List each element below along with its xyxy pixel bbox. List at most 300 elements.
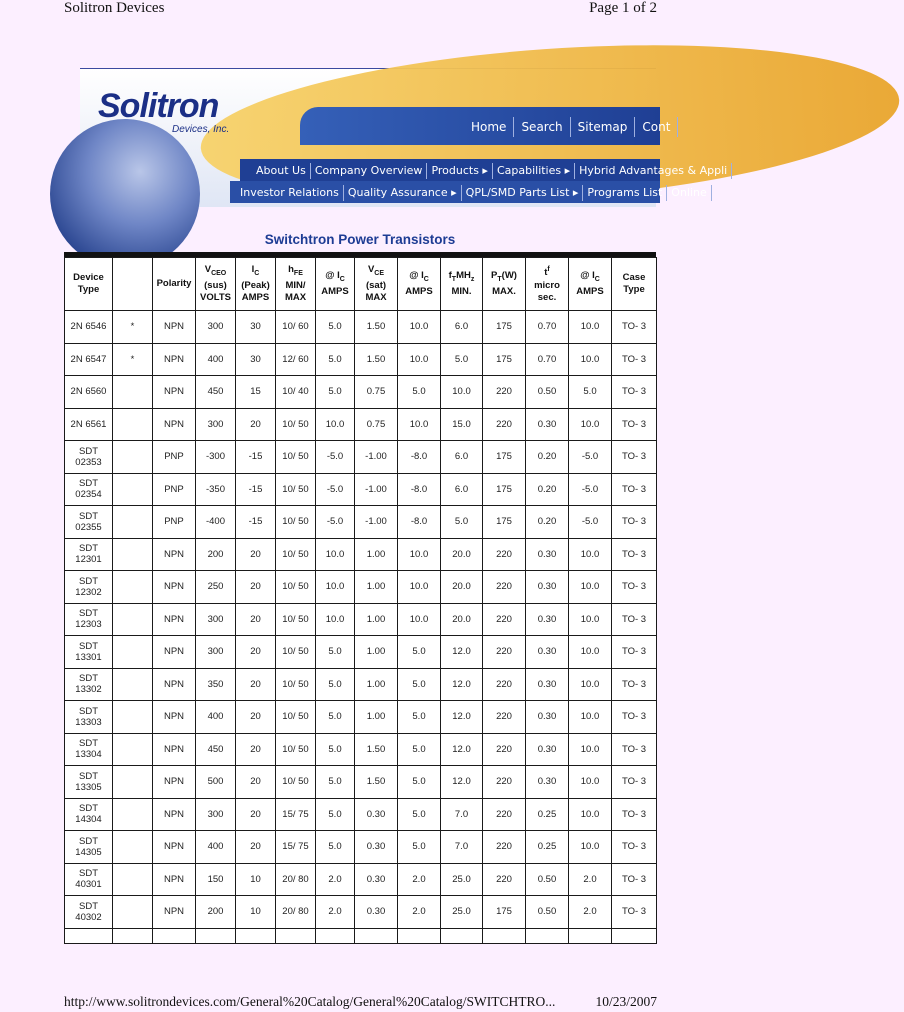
cell-vce: 1.00 bbox=[355, 538, 398, 571]
cell-tf: 0.30 bbox=[526, 668, 569, 701]
cell-empty bbox=[276, 928, 316, 943]
cell-tf: 0.50 bbox=[526, 863, 569, 896]
cell-pt: 220 bbox=[483, 636, 526, 669]
cell-hfe: 10/ 50 bbox=[276, 668, 316, 701]
cell-vceo: 500 bbox=[196, 766, 236, 799]
cell-case: TO- 3 bbox=[612, 668, 657, 701]
cell-tf: 0.70 bbox=[526, 343, 569, 376]
cell-star bbox=[113, 766, 153, 799]
col-hfe: $h_{FE}$ MIN/ MAX bbox=[276, 258, 316, 311]
cell-tf: 0.50 bbox=[526, 376, 569, 409]
cell-vceo: 300 bbox=[196, 408, 236, 441]
cell-pt: 220 bbox=[483, 863, 526, 896]
cell-case: TO- 3 bbox=[612, 408, 657, 441]
cell-hfe: 10/ 40 bbox=[276, 376, 316, 409]
cell-at_ic2: 10.0 bbox=[398, 538, 441, 571]
nav-products[interactable]: Products ▸ bbox=[427, 163, 493, 179]
table-row bbox=[65, 506, 657, 539]
cell-at_ic: 5.0 bbox=[316, 766, 355, 799]
cell-empty bbox=[398, 928, 441, 943]
cell-vce: -1.00 bbox=[355, 506, 398, 539]
nav-hybrid-advantages[interactable]: Hybrid Advantages & Appli bbox=[575, 163, 732, 179]
cell-hfe: 10/ 50 bbox=[276, 408, 316, 441]
cell-tf: 0.20 bbox=[526, 506, 569, 539]
cell-device: SDT 40301 bbox=[65, 863, 113, 896]
cell-hfe: 10/ 50 bbox=[276, 701, 316, 734]
cell-ft: 15.0 bbox=[441, 408, 483, 441]
cell-at_ic2: 10.0 bbox=[398, 603, 441, 636]
cell-polarity: NPN bbox=[153, 733, 196, 766]
cell-ft: 5.0 bbox=[441, 506, 483, 539]
table-row bbox=[65, 473, 657, 506]
cell-empty bbox=[316, 928, 355, 943]
col-ft: $f_TMH_z$ MIN. bbox=[441, 258, 483, 311]
table-row bbox=[65, 571, 657, 604]
cell-case: TO- 3 bbox=[612, 733, 657, 766]
cell-vceo: 250 bbox=[196, 571, 236, 604]
cell-at_ic2: 5.0 bbox=[398, 831, 441, 864]
cell-case: TO- 3 bbox=[612, 701, 657, 734]
table-row bbox=[65, 766, 657, 799]
cell-at_ic3: 10.0 bbox=[569, 831, 612, 864]
cell-tf: 0.30 bbox=[526, 538, 569, 571]
cell-ft: 20.0 bbox=[441, 571, 483, 604]
cell-ft: 20.0 bbox=[441, 603, 483, 636]
table-row bbox=[65, 798, 657, 831]
cell-ft: 25.0 bbox=[441, 896, 483, 929]
cell-star: * bbox=[113, 311, 153, 344]
table-row bbox=[65, 831, 657, 864]
cell-hfe: 10/ 50 bbox=[276, 733, 316, 766]
cell-case: TO- 3 bbox=[612, 831, 657, 864]
cell-vceo: 200 bbox=[196, 538, 236, 571]
cell-pt: 175 bbox=[483, 896, 526, 929]
cell-device: SDT 13302 bbox=[65, 668, 113, 701]
cell-polarity: PNP bbox=[153, 506, 196, 539]
cell-hfe: 10/ 50 bbox=[276, 506, 316, 539]
cell-star bbox=[113, 441, 153, 474]
cell-case: TO- 3 bbox=[612, 798, 657, 831]
cell-vce: 0.30 bbox=[355, 863, 398, 896]
cell-vceo: 200 bbox=[196, 896, 236, 929]
cell-at_ic: 5.0 bbox=[316, 701, 355, 734]
cell-polarity: NPN bbox=[153, 798, 196, 831]
cell-ft: 20.0 bbox=[441, 538, 483, 571]
cell-ic: 30 bbox=[236, 311, 276, 344]
cell-empty bbox=[569, 928, 612, 943]
cell-ic: 20 bbox=[236, 408, 276, 441]
cell-device: 2N 6546 bbox=[65, 311, 113, 344]
cell-vce: 1.50 bbox=[355, 766, 398, 799]
table-row bbox=[65, 343, 657, 376]
cell-ft: 25.0 bbox=[441, 863, 483, 896]
cell-at_ic3: 10.0 bbox=[569, 636, 612, 669]
cell-star bbox=[113, 733, 153, 766]
cell-at_ic: 10.0 bbox=[316, 571, 355, 604]
cell-polarity: NPN bbox=[153, 376, 196, 409]
cell-at_ic: 2.0 bbox=[316, 863, 355, 896]
cell-ft: 10.0 bbox=[441, 376, 483, 409]
cell-at_ic2: -8.0 bbox=[398, 473, 441, 506]
cell-case: TO- 3 bbox=[612, 473, 657, 506]
cell-polarity: NPN bbox=[153, 831, 196, 864]
cell-empty bbox=[483, 928, 526, 943]
cell-device: SDT 12303 bbox=[65, 603, 113, 636]
cell-case: TO- 3 bbox=[612, 636, 657, 669]
cell-at_ic3: -5.0 bbox=[569, 441, 612, 474]
print-header-title: Solitron Devices bbox=[64, 0, 165, 16]
cell-at_ic: 5.0 bbox=[316, 798, 355, 831]
cell-ic: 10 bbox=[236, 863, 276, 896]
cell-at_ic: 2.0 bbox=[316, 896, 355, 929]
cell-ft: 7.0 bbox=[441, 831, 483, 864]
col-tf: $t^f$ micro sec. bbox=[526, 258, 569, 311]
cell-device: SDT 13305 bbox=[65, 766, 113, 799]
cell-pt: 220 bbox=[483, 408, 526, 441]
cell-tf: 0.25 bbox=[526, 831, 569, 864]
cell-ft: 6.0 bbox=[441, 473, 483, 506]
cell-vce: 1.00 bbox=[355, 603, 398, 636]
cell-at_ic3: 2.0 bbox=[569, 896, 612, 929]
cell-at_ic: 10.0 bbox=[316, 408, 355, 441]
cell-device: SDT 02353 bbox=[65, 441, 113, 474]
cell-case: TO- 3 bbox=[612, 506, 657, 539]
cell-at_ic3: 10.0 bbox=[569, 668, 612, 701]
cell-ft: 6.0 bbox=[441, 311, 483, 344]
cell-at_ic2: 5.0 bbox=[398, 668, 441, 701]
cell-pt: 175 bbox=[483, 473, 526, 506]
table-row bbox=[65, 376, 657, 409]
cell-ic: 20 bbox=[236, 668, 276, 701]
cell-star bbox=[113, 863, 153, 896]
cell-pt: 220 bbox=[483, 376, 526, 409]
cell-empty bbox=[355, 928, 398, 943]
cell-device: SDT 13303 bbox=[65, 701, 113, 734]
cell-tf: 0.30 bbox=[526, 571, 569, 604]
col-case-type: Case Type bbox=[612, 258, 657, 311]
col-vce-sat: $V_{CE}$ (sat) MAX bbox=[355, 258, 398, 311]
cell-at_ic3: 10.0 bbox=[569, 733, 612, 766]
cell-star bbox=[113, 831, 153, 864]
cell-case: TO- 3 bbox=[612, 343, 657, 376]
cell-ft: 12.0 bbox=[441, 733, 483, 766]
cell-hfe: 10/ 50 bbox=[276, 571, 316, 604]
cell-tf: 0.30 bbox=[526, 603, 569, 636]
table-row-empty bbox=[65, 928, 657, 943]
cell-hfe: 20/ 80 bbox=[276, 896, 316, 929]
cell-star bbox=[113, 571, 153, 604]
nav-quality-assurance[interactable]: Quality Assurance ▸ bbox=[344, 185, 462, 201]
nav-online[interactable]: Online bbox=[667, 185, 711, 201]
nav-programs-list[interactable]: Programs List bbox=[583, 185, 667, 201]
cell-hfe: 10/ 50 bbox=[276, 766, 316, 799]
company-logo[interactable]: Solitron bbox=[98, 87, 219, 125]
nav-sitemap[interactable]: Sitemap bbox=[571, 117, 636, 137]
cell-tf: 0.30 bbox=[526, 766, 569, 799]
cell-empty bbox=[236, 928, 276, 943]
cell-tf: 0.20 bbox=[526, 441, 569, 474]
cell-case: TO- 3 bbox=[612, 441, 657, 474]
transistor-table-wrap bbox=[64, 252, 656, 944]
cell-vce: 1.00 bbox=[355, 636, 398, 669]
cell-at_ic: 10.0 bbox=[316, 603, 355, 636]
col-at-ic-2: @ $I_C$ AMPS bbox=[398, 258, 441, 311]
cell-at_ic2: 10.0 bbox=[398, 311, 441, 344]
cell-empty bbox=[196, 928, 236, 943]
nav-search[interactable]: Search bbox=[514, 117, 570, 137]
cell-case: TO- 3 bbox=[612, 766, 657, 799]
cell-hfe: 10/ 50 bbox=[276, 441, 316, 474]
col-device-type: Device Type bbox=[65, 258, 113, 311]
table-row bbox=[65, 701, 657, 734]
cell-polarity: NPN bbox=[153, 571, 196, 604]
cell-tf: 0.50 bbox=[526, 896, 569, 929]
table-row bbox=[65, 441, 657, 474]
cell-ft: 12.0 bbox=[441, 636, 483, 669]
cell-at_ic3: 10.0 bbox=[569, 408, 612, 441]
cell-ft: 12.0 bbox=[441, 766, 483, 799]
cell-at_ic3: 10.0 bbox=[569, 311, 612, 344]
table-row bbox=[65, 896, 657, 929]
cell-ic: 30 bbox=[236, 343, 276, 376]
cell-ic: -15 bbox=[236, 441, 276, 474]
cell-ic: 20 bbox=[236, 538, 276, 571]
cell-tf: 0.30 bbox=[526, 636, 569, 669]
cell-hfe: 10/ 60 bbox=[276, 311, 316, 344]
cell-at_ic: -5.0 bbox=[316, 506, 355, 539]
cell-at_ic: 5.0 bbox=[316, 636, 355, 669]
cell-ic: -15 bbox=[236, 506, 276, 539]
cell-ft: 5.0 bbox=[441, 343, 483, 376]
table-body bbox=[65, 311, 657, 944]
top-nav bbox=[464, 117, 678, 137]
cell-device: SDT 12302 bbox=[65, 571, 113, 604]
cell-pt: 175 bbox=[483, 441, 526, 474]
cell-vce: 1.00 bbox=[355, 571, 398, 604]
cell-hfe: 10/ 50 bbox=[276, 603, 316, 636]
nav-qpl-smd-parts[interactable]: QPL/SMD Parts List ▸ bbox=[462, 185, 584, 201]
cell-at_ic: 5.0 bbox=[316, 311, 355, 344]
cell-at_ic3: 10.0 bbox=[569, 798, 612, 831]
table-row bbox=[65, 733, 657, 766]
cell-polarity: NPN bbox=[153, 766, 196, 799]
cell-at_ic2: 10.0 bbox=[398, 408, 441, 441]
cell-vceo: 400 bbox=[196, 831, 236, 864]
cell-ft: 12.0 bbox=[441, 668, 483, 701]
cell-star: * bbox=[113, 343, 153, 376]
cell-vceo: 150 bbox=[196, 863, 236, 896]
cell-polarity: NPN bbox=[153, 863, 196, 896]
cell-polarity: NPN bbox=[153, 538, 196, 571]
cell-tf: 0.70 bbox=[526, 311, 569, 344]
cell-at_ic2: -8.0 bbox=[398, 441, 441, 474]
cell-device: SDT 13301 bbox=[65, 636, 113, 669]
cell-vce: -1.00 bbox=[355, 441, 398, 474]
cell-polarity: PNP bbox=[153, 441, 196, 474]
site-banner bbox=[80, 68, 728, 207]
cell-star bbox=[113, 473, 153, 506]
print-footer-date: 10/23/2007 bbox=[595, 994, 657, 1009]
cell-ic: 20 bbox=[236, 701, 276, 734]
cell-at_ic3: -5.0 bbox=[569, 506, 612, 539]
cell-at_ic: -5.0 bbox=[316, 473, 355, 506]
cell-ic: 20 bbox=[236, 798, 276, 831]
cell-empty bbox=[526, 928, 569, 943]
cell-pt: 220 bbox=[483, 766, 526, 799]
cell-star bbox=[113, 603, 153, 636]
cell-case: TO- 3 bbox=[612, 571, 657, 604]
cell-ic: 20 bbox=[236, 766, 276, 799]
cell-star bbox=[113, 668, 153, 701]
cell-polarity: NPN bbox=[153, 636, 196, 669]
cell-vce: 1.50 bbox=[355, 311, 398, 344]
cell-at_ic2: 10.0 bbox=[398, 571, 441, 604]
cell-hfe: 15/ 75 bbox=[276, 798, 316, 831]
cell-pt: 175 bbox=[483, 506, 526, 539]
cell-vce: -1.00 bbox=[355, 473, 398, 506]
table-row bbox=[65, 311, 657, 344]
cell-vceo: 450 bbox=[196, 376, 236, 409]
cell-device: 2N 6561 bbox=[65, 408, 113, 441]
cell-at_ic2: 5.0 bbox=[398, 798, 441, 831]
cell-polarity: NPN bbox=[153, 343, 196, 376]
cell-at_ic3: 2.0 bbox=[569, 863, 612, 896]
cell-hfe: 10/ 50 bbox=[276, 473, 316, 506]
cell-vceo: 300 bbox=[196, 311, 236, 344]
cell-ft: 6.0 bbox=[441, 441, 483, 474]
nav-investor-relations[interactable]: Investor Relations bbox=[236, 185, 344, 201]
cell-at_ic: 5.0 bbox=[316, 376, 355, 409]
cell-tf: 0.30 bbox=[526, 701, 569, 734]
cell-pt: 220 bbox=[483, 668, 526, 701]
nav-row-3 bbox=[236, 185, 712, 201]
cell-at_ic3: 10.0 bbox=[569, 701, 612, 734]
cell-at_ic3: -5.0 bbox=[569, 473, 612, 506]
cell-vce: 1.50 bbox=[355, 343, 398, 376]
nav-capabilities[interactable]: Capabilities ▸ bbox=[493, 163, 575, 179]
col-ic-peak: $I_C$ (Peak) AMPS bbox=[236, 258, 276, 311]
cell-device: SDT 02354 bbox=[65, 473, 113, 506]
cell-case: TO- 3 bbox=[612, 896, 657, 929]
table-row bbox=[65, 603, 657, 636]
cell-star bbox=[113, 376, 153, 409]
cell-vce: 1.50 bbox=[355, 733, 398, 766]
company-logo-sub: Devices, Inc. bbox=[172, 124, 230, 135]
cell-star bbox=[113, 506, 153, 539]
cell-at_ic3: 5.0 bbox=[569, 376, 612, 409]
table-header-row bbox=[65, 258, 657, 311]
cell-pt: 220 bbox=[483, 701, 526, 734]
cell-star bbox=[113, 701, 153, 734]
cell-device: SDT 02355 bbox=[65, 506, 113, 539]
cell-at_ic: -5.0 bbox=[316, 441, 355, 474]
cell-polarity: NPN bbox=[153, 896, 196, 929]
cell-pt: 220 bbox=[483, 831, 526, 864]
cell-ic: -15 bbox=[236, 473, 276, 506]
cell-case: TO- 3 bbox=[612, 311, 657, 344]
table-row bbox=[65, 668, 657, 701]
table-row bbox=[65, 863, 657, 896]
cell-case: TO- 3 bbox=[612, 376, 657, 409]
cell-hfe: 10/ 50 bbox=[276, 538, 316, 571]
transistor-table bbox=[64, 257, 657, 944]
cell-ic: 15 bbox=[236, 376, 276, 409]
cell-star bbox=[113, 538, 153, 571]
cell-tf: 0.25 bbox=[526, 798, 569, 831]
cell-vce: 0.75 bbox=[355, 376, 398, 409]
nav-about-us[interactable]: About Us bbox=[252, 163, 311, 179]
cell-device: SDT 40302 bbox=[65, 896, 113, 929]
cell-pt: 220 bbox=[483, 733, 526, 766]
cell-polarity: NPN bbox=[153, 408, 196, 441]
cell-pt: 175 bbox=[483, 343, 526, 376]
cell-pt: 220 bbox=[483, 571, 526, 604]
nav-company-overview[interactable]: Company Overview bbox=[311, 163, 428, 179]
cell-star bbox=[113, 896, 153, 929]
cell-pt: 220 bbox=[483, 538, 526, 571]
nav-row-2 bbox=[252, 163, 732, 179]
nav-contact[interactable]: Cont bbox=[635, 117, 678, 137]
cell-device: SDT 12301 bbox=[65, 538, 113, 571]
cell-at_ic3: 10.0 bbox=[569, 343, 612, 376]
cell-vce: 0.30 bbox=[355, 798, 398, 831]
cell-device: SDT 14305 bbox=[65, 831, 113, 864]
table-row bbox=[65, 538, 657, 571]
cell-ic: 10 bbox=[236, 896, 276, 929]
cell-at_ic: 5.0 bbox=[316, 733, 355, 766]
table-row bbox=[65, 636, 657, 669]
cell-tf: 0.30 bbox=[526, 733, 569, 766]
cell-at_ic: 5.0 bbox=[316, 831, 355, 864]
cell-ic: 20 bbox=[236, 831, 276, 864]
cell-star bbox=[113, 798, 153, 831]
cell-vceo: 450 bbox=[196, 733, 236, 766]
cell-pt: 220 bbox=[483, 798, 526, 831]
cell-vceo: 300 bbox=[196, 798, 236, 831]
cell-tf: 0.30 bbox=[526, 408, 569, 441]
table-row bbox=[65, 408, 657, 441]
cell-vceo: 400 bbox=[196, 343, 236, 376]
cell-at_ic: 5.0 bbox=[316, 668, 355, 701]
cell-vce: 1.00 bbox=[355, 701, 398, 734]
cell-ft: 7.0 bbox=[441, 798, 483, 831]
cell-at_ic2: -8.0 bbox=[398, 506, 441, 539]
page-title: Switchtron Power Transistors bbox=[264, 232, 456, 247]
cell-at_ic: 5.0 bbox=[316, 343, 355, 376]
cell-vceo: 350 bbox=[196, 668, 236, 701]
cell-empty bbox=[612, 928, 657, 943]
nav-home[interactable]: Home bbox=[464, 117, 514, 137]
cell-star bbox=[113, 636, 153, 669]
cell-at_ic2: 5.0 bbox=[398, 376, 441, 409]
col-at-ic-3: @ $I_C$ AMPS bbox=[569, 258, 612, 311]
cell-vceo: -400 bbox=[196, 506, 236, 539]
cell-pt: 220 bbox=[483, 603, 526, 636]
cell-vceo: 300 bbox=[196, 636, 236, 669]
cell-hfe: 12/ 60 bbox=[276, 343, 316, 376]
cell-empty bbox=[113, 928, 153, 943]
cell-polarity: NPN bbox=[153, 603, 196, 636]
cell-ic: 20 bbox=[236, 603, 276, 636]
print-footer-url: http://www.solitrondevices.com/General%20Catalog/General%20Catalog/SWITCHTRO... bbox=[64, 994, 556, 1009]
cell-at_ic2: 10.0 bbox=[398, 343, 441, 376]
cell-vceo: -300 bbox=[196, 441, 236, 474]
cell-empty bbox=[441, 928, 483, 943]
cell-polarity: NPN bbox=[153, 668, 196, 701]
cell-at_ic2: 2.0 bbox=[398, 896, 441, 929]
cell-vceo: 300 bbox=[196, 603, 236, 636]
cell-polarity: PNP bbox=[153, 473, 196, 506]
